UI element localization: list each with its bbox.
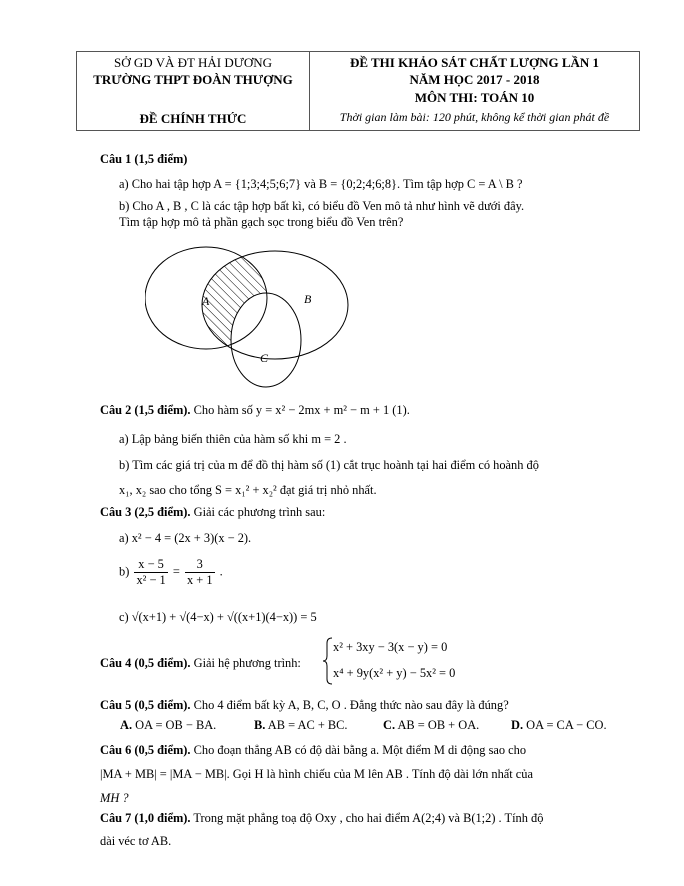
q3-right-fraction — [185, 557, 215, 588]
q3-left-denominator: x² − 1 — [136, 572, 166, 587]
q5-text: Cho 4 điểm bất kỳ A, B, C, O . Đẳng thức nào sau đây là đúng? — [190, 698, 509, 712]
q5-option-c-text: AB = OB + OA. — [397, 718, 480, 732]
q3-part-b — [119, 557, 223, 588]
q2-part-b-line1: b) Tìm các giá trị của m để đồ thị hàm số (1) cắt trục hoành tại hai điểm có hoành độ — [119, 458, 539, 472]
exam-title: ĐỀ THI KHẢO SÁT CHẤT LƯỢNG LẦN 1 — [349, 55, 600, 70]
q5-option-a-text: OA = OB − BA. — [135, 718, 217, 732]
q4-statement — [100, 656, 301, 672]
q5-option-b-text: AB = AC + BC. — [267, 718, 348, 732]
q5-option-b — [254, 718, 348, 734]
q3-title: Câu 3 (2,5 điểm). — [100, 505, 191, 519]
q2-part-b-line2: x₁, x₂ sao cho tổng S = x₁² + x₂² đạt giá trị nhỏ nhất. — [119, 483, 377, 497]
q5-title: Câu 5 (0,5 điểm). — [100, 698, 191, 712]
q4-title: Câu 4 (0,5 điểm). — [100, 656, 191, 670]
q5-option-c-label: C. — [383, 718, 396, 732]
q6-statement — [100, 743, 526, 759]
q3-right-numerator: 3 — [185, 557, 215, 573]
system-brace — [323, 637, 333, 685]
q6-line3: MH ? — [100, 791, 129, 805]
q5-statement — [100, 698, 509, 714]
subject: MÔN THI: TOÁN 10 — [414, 90, 535, 105]
q2-title: Câu 2 (1,5 điểm). — [100, 403, 191, 417]
q1-part-b-line1: b) Cho A , B , C là các tập hợp bất kì, có biểu đồ Ven mô tả như hình vẽ dưới đây. — [119, 199, 525, 213]
official-label: ĐỀ CHÍNH THỨC — [139, 111, 247, 126]
q2-statement — [100, 403, 410, 419]
q3-statement — [100, 505, 325, 521]
q5-option-b-label: B. — [254, 718, 266, 732]
q3-part-a: a) x² − 4 = (2x + 3)(x − 2). — [119, 531, 252, 545]
q5-option-a-label: A. — [120, 718, 133, 732]
q3-part-c: c) √(x+1) + √(4−x) + √((x+1)(4−x)) = 5 — [119, 610, 317, 624]
q2-text: Cho hàm số y = x² − 2mx + m² − m + 1 (1). — [190, 403, 410, 417]
q5-option-d-text: OA = CA − CO. — [526, 718, 607, 732]
venn-label-a: A — [202, 294, 210, 308]
q6-title: Câu 6 (0,5 điểm). — [100, 743, 191, 757]
time-allowed: Thời gian làm bài: 120 phút, không kể thời gian phát đề — [339, 110, 610, 124]
q5-option-d-label: D. — [511, 718, 524, 732]
q6-line2: |MA + MB| = |MA − MB|. Gọi H là hình chiếu của M lên AB . Tính độ dài lớn nhất của — [100, 767, 533, 781]
exam-header — [76, 51, 640, 131]
q7-line2: dài véc tơ AB. — [100, 834, 172, 848]
q4-equation-1: x² + 3xy − 3(x − y) = 0 — [333, 640, 448, 654]
school-year: NĂM HỌC 2017 - 2018 — [409, 72, 540, 87]
department-name: SỞ GD VÀ ĐT HẢI DƯƠNG — [113, 55, 273, 70]
q5-option-a — [120, 718, 216, 734]
q1-part-b-line2: Tìm tập hợp mô tả phần gạch sọc trong biểu đồ Ven trên? — [119, 215, 404, 229]
q3-period: . — [219, 564, 223, 579]
q7-title: Câu 7 (1,0 điểm). — [100, 811, 191, 825]
q3-right-denominator: x + 1 — [186, 572, 213, 587]
q6-text: Cho đoạn thẳng AB có độ dài bằng a. Một điểm M di động sao cho — [190, 743, 527, 757]
school-name: TRƯỜNG THPT ĐOÀN THƯỢNG — [93, 72, 293, 87]
q7-text: Trong mặt phẳng toạ độ Oxy , cho hai điểm A(2;4) và B(1;2) . Tính độ — [190, 811, 544, 825]
q7-statement — [100, 811, 543, 827]
q4-equation-2: x⁴ + 9y(x² + y) − 5x² = 0 — [333, 666, 456, 680]
venn-label-b: B — [304, 292, 312, 306]
q3-left-fraction — [134, 557, 167, 588]
venn-label-c: C — [260, 351, 269, 365]
q4-text: Giải hệ phương trình: — [190, 656, 301, 670]
q5-option-d — [511, 718, 607, 734]
q3-left-numerator: x − 5 — [134, 557, 167, 573]
q3-text: Giải các phương trình sau: — [190, 505, 326, 519]
q1-title: Câu 1 (1,5 điểm) — [100, 152, 188, 166]
q3-equals: = — [172, 564, 180, 579]
venn-diagram — [145, 238, 365, 398]
q5-option-c — [383, 718, 479, 734]
q1-part-a: a) Cho hai tập hợp A = {1;3;4;5;6;7} và B = {0;2;4;6;8}. Tìm tập hợp C = A \ B ? — [119, 177, 523, 191]
q3-part-b-label: b) — [119, 564, 130, 579]
q2-part-a: a) Lập bảng biến thiên của hàm số khi m = 2 . — [119, 432, 347, 446]
